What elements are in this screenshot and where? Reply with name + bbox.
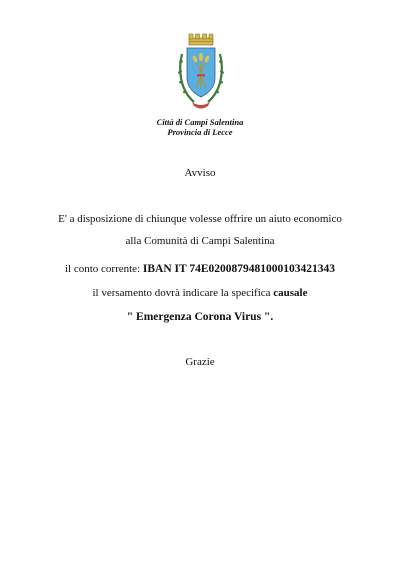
crown-icon bbox=[189, 34, 213, 45]
notice-line-2: alla Comunità di Campi Salentina bbox=[125, 235, 275, 247]
bank-account-line bbox=[0, 262, 400, 276]
notice-line-1: E' a disposizione di chiunque volesse offrire un aiuto economico bbox=[58, 213, 342, 225]
thanks-text: Grazie bbox=[185, 356, 215, 368]
causale-value: " Emergenza Corona Virus ". bbox=[126, 311, 274, 323]
iban-code: IBAN IT 74E0200879481000103421343 bbox=[142, 263, 335, 275]
payment-instruction: il versamento dovrà indicare la specifica bbox=[92, 287, 271, 299]
province-name: Provincia di Lecce bbox=[167, 127, 233, 137]
city-name: Città di Campi Salentina bbox=[156, 117, 244, 127]
coat-of-arms-icon bbox=[176, 32, 226, 112]
account-label: il conto corrente: bbox=[64, 263, 141, 275]
causale-label: causale bbox=[273, 287, 308, 299]
notice-title: Avviso bbox=[184, 167, 216, 179]
payment-reference-line bbox=[0, 286, 400, 300]
